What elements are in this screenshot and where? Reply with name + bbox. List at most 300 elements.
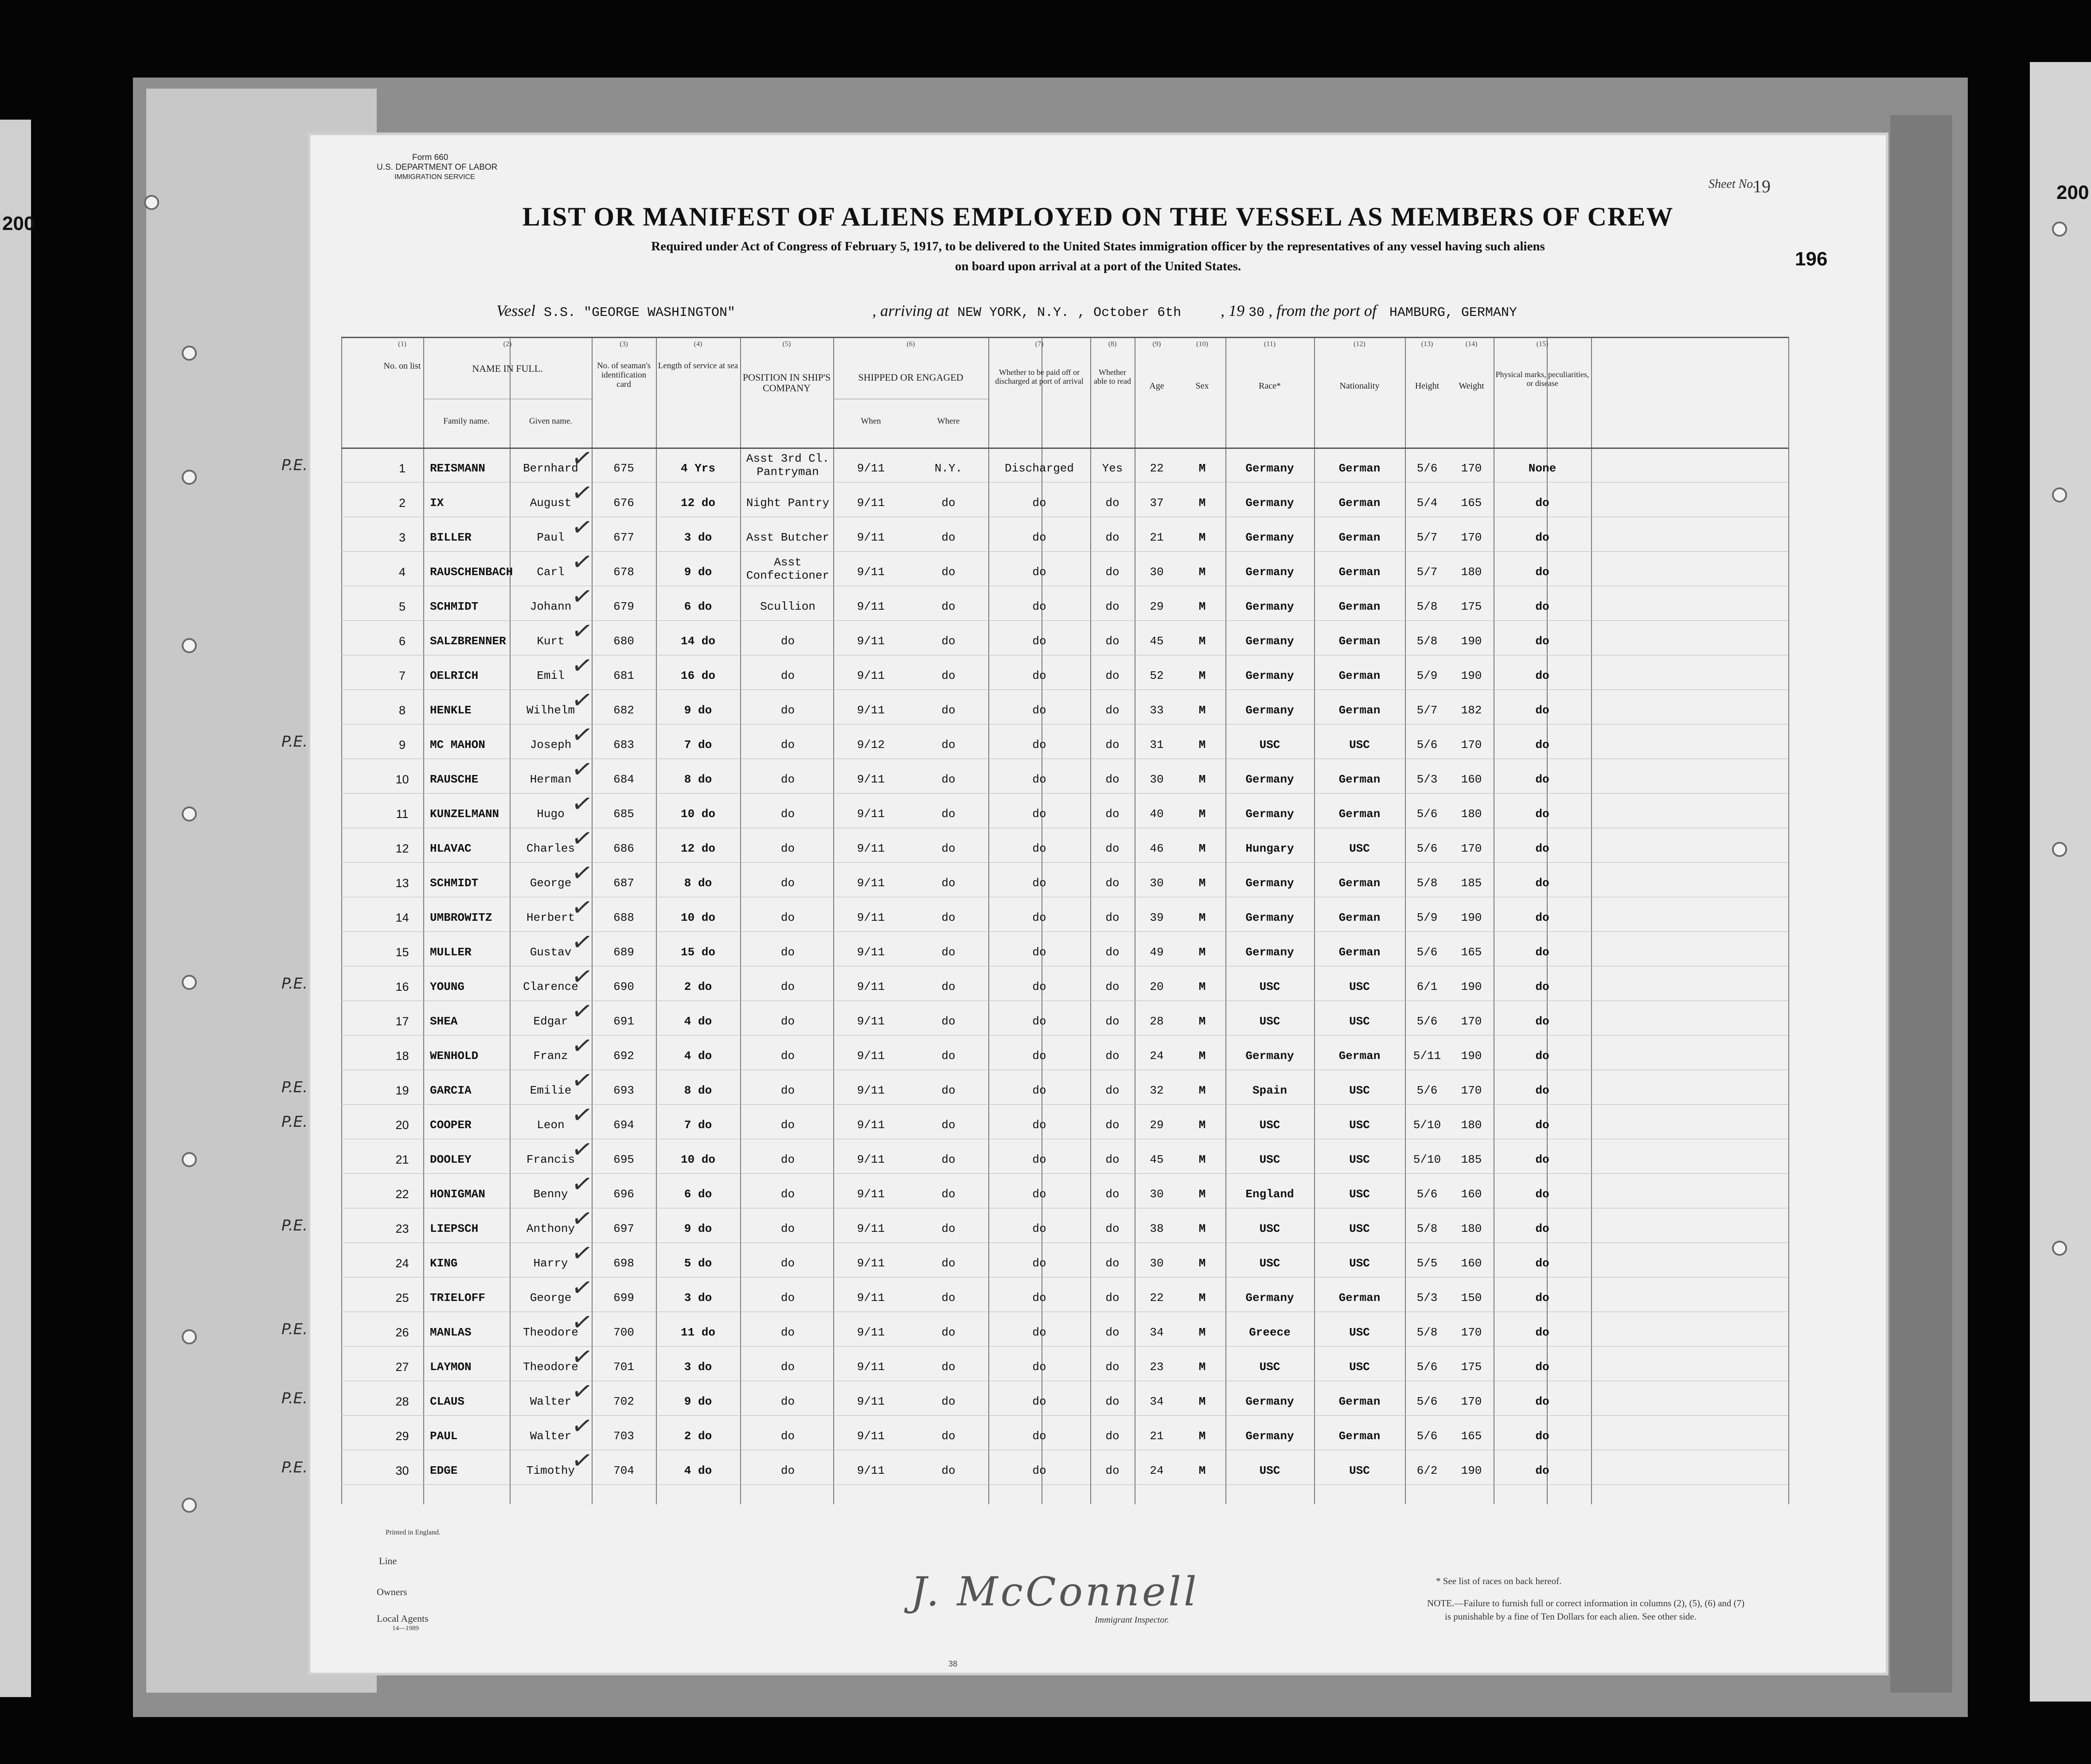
cell-age: 39 xyxy=(1150,911,1164,924)
manifest-subtitle-1: Required under Act of Congress of February 5, 1917, to be delivered to the United States immigration officer by the representatives of any vessel having such aliens xyxy=(651,239,1545,253)
cell-card: 702 xyxy=(613,1395,634,1408)
cell-age: 29 xyxy=(1150,1118,1164,1132)
cell-position: do xyxy=(780,980,795,993)
cell-given: August xyxy=(530,496,572,510)
column-number-c8: (8) xyxy=(1108,340,1117,348)
cell-service: 6 do xyxy=(684,1188,712,1201)
cell-age: 30 xyxy=(1150,773,1164,786)
cell-read: do xyxy=(1105,1326,1120,1339)
cell-service: 2 do xyxy=(684,1429,712,1443)
cell-nat: USC xyxy=(1349,842,1370,855)
cell-given: Herman xyxy=(530,773,572,786)
cell-age: 37 xyxy=(1150,496,1164,510)
cell-paid: do xyxy=(1032,704,1046,717)
cell-when: 9/11 xyxy=(857,704,885,717)
binder-hole xyxy=(144,195,159,210)
arrival-port: NEW YORK, N.Y. xyxy=(957,305,1069,320)
cell-given: Paul xyxy=(537,531,565,544)
column-header-c1: No. on list xyxy=(383,361,421,371)
cell-given: George xyxy=(530,876,572,890)
cell-when: 9/11 xyxy=(857,1360,885,1374)
cell-weight: 160 xyxy=(1461,1257,1482,1270)
cell-service: 3 do xyxy=(684,531,712,544)
cell-where: do xyxy=(941,600,956,613)
cell-service: 7 do xyxy=(684,1118,712,1132)
cell-height: 5/4 xyxy=(1416,496,1438,510)
cell-where: do xyxy=(941,1084,956,1097)
cell-position: do xyxy=(780,876,795,890)
cell-paid: do xyxy=(1032,842,1046,855)
cell-race: Germany xyxy=(1245,496,1294,510)
cell-position: Scullion xyxy=(760,600,815,613)
cell-card: 692 xyxy=(613,1049,634,1063)
cell-race: USC xyxy=(1259,1464,1280,1477)
cell-weight: 170 xyxy=(1461,1015,1482,1028)
cell-when: 9/11 xyxy=(857,876,885,890)
cell-read: do xyxy=(1105,531,1120,544)
check-mark-icon: ✓ xyxy=(569,580,595,613)
cell-height: 6/2 xyxy=(1416,1464,1438,1477)
table-row xyxy=(281,1445,1788,1484)
cell-card: 675 xyxy=(613,462,634,475)
cell-nat: USC xyxy=(1349,1360,1370,1374)
cell-when: 9/11 xyxy=(857,1153,885,1166)
cell-where: do xyxy=(941,980,956,993)
cell-no: 18 xyxy=(395,1049,409,1063)
cell-service: 5 do xyxy=(684,1257,712,1270)
cell-paid: do xyxy=(1032,946,1046,959)
cell-weight: 170 xyxy=(1461,738,1482,752)
binder-hole xyxy=(2052,487,2067,502)
cell-position: do xyxy=(780,1464,795,1477)
cell-marks: do xyxy=(1535,842,1549,855)
cell-when: 9/11 xyxy=(857,531,885,544)
check-mark-icon: ✓ xyxy=(569,1030,595,1062)
cell-read: do xyxy=(1105,738,1120,752)
cell-nat: German xyxy=(1338,773,1381,786)
table-row xyxy=(341,684,1788,724)
cell-marks: do xyxy=(1535,1118,1549,1132)
check-mark-icon: ✓ xyxy=(569,615,595,647)
binder-hole xyxy=(182,346,197,361)
cell-race: Germany xyxy=(1245,565,1294,579)
cell-age: 30 xyxy=(1150,565,1164,579)
cell-nat: USC xyxy=(1349,1153,1370,1166)
cell-where: do xyxy=(941,738,956,752)
cell-sex: M xyxy=(1198,1395,1206,1408)
cell-no: 1 xyxy=(398,462,406,475)
cell-family: MC MAHON xyxy=(430,738,485,752)
column-header-c9: Age xyxy=(1149,381,1164,391)
cell-family: GARCIA xyxy=(430,1084,472,1097)
year-value: 30 xyxy=(1248,305,1265,320)
cell-height: 5/3 xyxy=(1416,773,1438,786)
cell-race: Germany xyxy=(1245,1429,1294,1443)
cell-read: do xyxy=(1105,1222,1120,1235)
pe-annotation: P.E. xyxy=(281,1320,308,1338)
cell-family: BILLER xyxy=(430,531,472,544)
table-row xyxy=(281,1203,1788,1242)
cell-weight: 182 xyxy=(1461,704,1482,717)
crew-table xyxy=(281,337,1788,1504)
table-row xyxy=(341,1030,1788,1070)
check-mark-icon: ✓ xyxy=(569,892,595,924)
cell-marks: do xyxy=(1535,911,1549,924)
cell-service: 8 do xyxy=(684,773,712,786)
cell-weight: 170 xyxy=(1461,1326,1482,1339)
cell-height: 5/6 xyxy=(1416,462,1438,475)
cell-service: 10 do xyxy=(680,807,715,821)
pe-annotation: P.E. xyxy=(281,1079,308,1096)
cell-marks: do xyxy=(1535,1153,1549,1166)
cell-family: DOOLEY xyxy=(430,1153,472,1166)
pe-annotation: P.E. xyxy=(281,975,308,993)
cell-marks: do xyxy=(1535,876,1549,890)
table-row xyxy=(341,1272,1788,1312)
cell-position: do xyxy=(780,704,795,717)
cell-nat: German xyxy=(1338,669,1381,682)
cell-service: 14 do xyxy=(680,635,715,648)
manifest-title: LIST OR MANIFEST OF ALIENS EMPLOYED ON THE VESSEL AS MEMBERS OF CREW xyxy=(522,202,1674,231)
cell-card: 703 xyxy=(613,1429,634,1443)
cell-when: 9/11 xyxy=(857,496,885,510)
right-frame xyxy=(1890,115,1952,1693)
cell-sex: M xyxy=(1198,1360,1206,1374)
cell-weight: 165 xyxy=(1461,496,1482,510)
cell-service: 9 do xyxy=(684,704,712,717)
check-mark-icon: ✓ xyxy=(569,1203,595,1235)
column-number-c3: (3) xyxy=(620,340,628,348)
check-mark-icon: ✓ xyxy=(569,926,595,958)
cell-age: 34 xyxy=(1150,1326,1164,1339)
cell-no: 4 xyxy=(398,565,406,579)
cell-position: do xyxy=(780,1015,795,1028)
cell-given: Timothy xyxy=(526,1464,575,1477)
cell-service: 12 do xyxy=(680,842,715,855)
check-mark-icon: ✓ xyxy=(569,650,595,682)
column-number-c11: (11) xyxy=(1264,340,1276,348)
cell-nat: USC xyxy=(1349,1222,1370,1235)
table-row xyxy=(341,926,1788,966)
table-row xyxy=(281,442,1788,482)
page-number: 196 xyxy=(1795,248,1828,270)
column-number-c14: (14) xyxy=(1465,340,1478,348)
binder-hole xyxy=(2052,1241,2067,1256)
departure-port: HAMBURG, GERMANY xyxy=(1389,305,1517,320)
cell-height: 5/6 xyxy=(1416,1084,1438,1097)
row-rule xyxy=(341,1484,1788,1485)
cell-age: 40 xyxy=(1150,807,1164,821)
cell-nat: German xyxy=(1338,462,1381,475)
cell-no: 16 xyxy=(395,980,409,993)
table-row xyxy=(281,1064,1788,1104)
cell-service: 6 do xyxy=(684,600,712,613)
cell-no: 11 xyxy=(396,807,409,821)
sheet-no-value: 19 xyxy=(1753,176,1771,196)
binder-hole xyxy=(2052,842,2067,857)
cell-family: SCHMIDT xyxy=(430,600,479,613)
cell-family: TRIELOFF xyxy=(430,1291,485,1305)
cell-read: do xyxy=(1105,669,1120,682)
cell-marks: do xyxy=(1535,635,1549,648)
cell-read: do xyxy=(1105,1291,1120,1305)
footnote-fine-1: NOTE.—Failure to furnish full or correct information in columns (2), (5), (6) and (7) xyxy=(1427,1598,1745,1608)
cell-given: Herbert xyxy=(526,911,575,924)
cell-given: Clarence xyxy=(523,980,578,993)
cell-position: do xyxy=(780,1429,795,1443)
cell-service: 8 do xyxy=(684,876,712,890)
cell-family: SHEA xyxy=(430,1015,458,1028)
cell-marks: do xyxy=(1535,669,1549,682)
cell-where: do xyxy=(941,1360,956,1374)
column-header-c11: Race* xyxy=(1259,381,1281,391)
check-mark-icon: ✓ xyxy=(569,1133,595,1166)
cell-family: KUNZELMANN xyxy=(430,807,499,821)
cell-nat: German xyxy=(1338,565,1381,579)
cell-sex: M xyxy=(1198,1084,1206,1097)
cell-read: do xyxy=(1105,1395,1120,1408)
check-mark-icon: ✓ xyxy=(569,546,595,578)
cell-position: do xyxy=(780,773,795,786)
cell-height: 5/5 xyxy=(1416,1257,1438,1270)
cell-when: 9/11 xyxy=(857,1326,885,1339)
cell-position: do xyxy=(780,1257,795,1270)
cell-position: do xyxy=(780,738,795,752)
cell-nat: German xyxy=(1338,911,1381,924)
cell-read: do xyxy=(1105,1153,1120,1166)
cell-read: do xyxy=(1105,876,1120,890)
cell-race: Germany xyxy=(1245,600,1294,613)
cell-age: 45 xyxy=(1150,1153,1164,1166)
check-mark-icon: ✓ xyxy=(569,1445,595,1477)
cell-when: 9/11 xyxy=(857,1118,885,1132)
column-number-c2: (2) xyxy=(503,340,512,348)
cell-height: 5/9 xyxy=(1416,911,1438,924)
cell-when: 9/11 xyxy=(857,1395,885,1408)
cell-service: 9 do xyxy=(684,1395,712,1408)
cell-card: 687 xyxy=(613,876,634,890)
pe-annotation: P.E. xyxy=(281,1217,308,1234)
check-mark-icon: ✓ xyxy=(569,1306,595,1339)
cell-age: 46 xyxy=(1150,842,1164,855)
cell-when: 9/11 xyxy=(857,1084,885,1097)
column-header-c2a: Family name. xyxy=(443,417,490,426)
cell-no: 29 xyxy=(395,1429,409,1443)
cell-position: do xyxy=(780,635,795,648)
cell-card: 697 xyxy=(613,1222,634,1235)
cell-card: 682 xyxy=(613,704,634,717)
cell-marks: do xyxy=(1535,1291,1549,1305)
cell-position: do xyxy=(780,1395,795,1408)
cell-height: 5/8 xyxy=(1416,1326,1438,1339)
pe-annotation: P.E. xyxy=(281,733,308,751)
cell-nat: USC xyxy=(1349,1015,1370,1028)
cell-no: 2 xyxy=(398,496,406,510)
cell-where: do xyxy=(941,911,956,924)
cell-paid: do xyxy=(1032,807,1046,821)
bottom-number: 38 xyxy=(948,1659,958,1668)
cell-weight: 160 xyxy=(1461,773,1482,786)
cell-position: do xyxy=(780,1360,795,1374)
cell-given: Emil xyxy=(537,669,565,682)
cell-race: Greece xyxy=(1249,1326,1291,1339)
cell-height: 5/8 xyxy=(1416,635,1438,648)
cell-marks: do xyxy=(1535,1395,1549,1408)
column-number-c5: (5) xyxy=(782,340,791,348)
cell-read: do xyxy=(1105,1360,1120,1374)
cell-nat: USC xyxy=(1349,1464,1370,1477)
check-mark-icon: ✓ xyxy=(569,719,595,751)
column-number-c6: (6) xyxy=(906,340,915,348)
cell-sex: M xyxy=(1198,1153,1206,1166)
cell-marks: do xyxy=(1535,1188,1549,1201)
table-row xyxy=(341,546,1788,586)
cell-no: 25 xyxy=(395,1291,409,1305)
cell-service: 4 do xyxy=(684,1464,712,1477)
cell-age: 31 xyxy=(1150,738,1164,752)
binder-hole xyxy=(182,1498,197,1513)
owners-label: Owners xyxy=(377,1586,407,1597)
cell-height: 5/10 xyxy=(1413,1153,1441,1166)
cell-given: Leon xyxy=(537,1118,565,1132)
cell-paid: do xyxy=(1032,876,1046,890)
cell-sex: M xyxy=(1198,1049,1206,1063)
cell-marks: do xyxy=(1535,1360,1549,1374)
check-mark-icon: ✓ xyxy=(569,1272,595,1304)
cell-family: RAUSCHE xyxy=(430,773,479,786)
cell-where: do xyxy=(941,669,956,682)
table-row xyxy=(341,650,1788,689)
cell-weight: 165 xyxy=(1461,946,1482,959)
cell-paid: Discharged xyxy=(1004,462,1074,475)
cell-height: 5/3 xyxy=(1416,1291,1438,1305)
cell-age: 52 xyxy=(1150,669,1164,682)
cell-read: do xyxy=(1105,1257,1120,1270)
cell-card: 690 xyxy=(613,980,634,993)
cell-height: 5/9 xyxy=(1416,669,1438,682)
cell-race: Germany xyxy=(1245,1049,1294,1063)
cell-service: 4 do xyxy=(684,1049,712,1063)
cell-read: do xyxy=(1105,1015,1120,1028)
printed-in: Printed in England. xyxy=(386,1529,441,1536)
cell-where: do xyxy=(941,946,956,959)
cell-service: 11 do xyxy=(680,1326,715,1339)
cell-position: Night Pantry xyxy=(746,496,830,510)
cell-read: do xyxy=(1105,773,1120,786)
column-header-c13: Height xyxy=(1415,381,1440,391)
cell-marks: do xyxy=(1535,773,1549,786)
column-header-c14: Weight xyxy=(1459,381,1484,391)
cell-marks: do xyxy=(1535,738,1549,752)
from-port-label: , from the port of xyxy=(1268,302,1377,319)
cell-height: 5/7 xyxy=(1416,531,1438,544)
cell-height: 6/1 xyxy=(1416,980,1438,993)
column-rule xyxy=(1788,337,1789,1504)
cell-card: 678 xyxy=(613,565,634,579)
cell-age: 28 xyxy=(1150,1015,1164,1028)
cell-card: 683 xyxy=(613,738,634,752)
cell-marks: do xyxy=(1535,600,1549,613)
cell-family: PAUL xyxy=(430,1429,458,1443)
cell-sex: M xyxy=(1198,1118,1206,1132)
cell-nat: German xyxy=(1338,496,1381,510)
cell-card: 679 xyxy=(613,600,634,613)
cell-service: 4 Yrs xyxy=(680,462,715,475)
cell-given: Bernhard xyxy=(523,462,578,475)
cell-where: do xyxy=(941,876,956,890)
cell-card: 677 xyxy=(613,531,634,544)
cell-position: do xyxy=(780,842,795,855)
left-edge-number: 200 xyxy=(2,213,35,234)
cell-service: 15 do xyxy=(680,946,715,959)
column-header-c10: Sex xyxy=(1195,381,1209,391)
cell-no: 17 xyxy=(395,1015,409,1028)
cell-family: SALZBRENNER xyxy=(430,635,506,648)
table-row xyxy=(341,477,1788,517)
cell-when: 9/11 xyxy=(857,980,885,993)
check-mark-icon: ✓ xyxy=(569,1410,595,1442)
table-row xyxy=(341,788,1788,828)
cell-age: 49 xyxy=(1150,946,1164,959)
cell-weight: 170 xyxy=(1461,842,1482,855)
cell-race: USC xyxy=(1259,738,1280,752)
cell-no: 23 xyxy=(395,1222,409,1235)
cell-marks: do xyxy=(1535,1257,1549,1270)
cell-read: Yes xyxy=(1102,462,1123,475)
column-header-c5: POSITION IN SHIP'S COMPANY xyxy=(742,372,831,393)
cell-position: do xyxy=(780,1188,795,1201)
cell-age: 24 xyxy=(1150,1049,1164,1063)
cell-given: Wilhelm xyxy=(526,704,575,717)
cell-race: USC xyxy=(1259,1153,1280,1166)
cell-given: Franz xyxy=(533,1049,568,1063)
cell-when: 9/11 xyxy=(857,1049,885,1063)
cell-sex: M xyxy=(1198,1291,1206,1305)
cell-family: MULLER xyxy=(430,946,472,959)
cell-service: 7 do xyxy=(684,738,712,752)
cell-sex: M xyxy=(1198,946,1206,959)
cell-where: do xyxy=(941,565,956,579)
check-mark-icon: ✓ xyxy=(569,442,595,475)
cell-paid: do xyxy=(1032,635,1046,648)
cell-service: 3 do xyxy=(684,1360,712,1374)
right-edge-number: 200 xyxy=(2056,182,2089,203)
cell-when: 9/11 xyxy=(857,946,885,959)
cell-card: 700 xyxy=(613,1326,634,1339)
cell-race: USC xyxy=(1259,1015,1280,1028)
table-row xyxy=(281,1306,1788,1346)
cell-age: 45 xyxy=(1150,635,1164,648)
cell-read: do xyxy=(1105,1118,1120,1132)
cell-no: 21 xyxy=(395,1153,409,1166)
cell-weight: 175 xyxy=(1461,600,1482,613)
cell-no: 20 xyxy=(395,1118,409,1132)
cell-family: UMBROWITZ xyxy=(430,911,492,924)
cell-marks: do xyxy=(1535,704,1549,717)
cell-weight: 170 xyxy=(1461,462,1482,475)
cell-service: 16 do xyxy=(680,669,715,682)
column-header-c4: Length of service at sea xyxy=(658,361,738,370)
cell-race: USC xyxy=(1259,1118,1280,1132)
footnote-fine-2: is punishable by a fine of Ten Dollars for each alien. See other side. xyxy=(1445,1611,1697,1622)
cell-family: LIEPSCH xyxy=(430,1222,479,1235)
cell-where: do xyxy=(941,1153,956,1166)
cell-card: 689 xyxy=(613,946,634,959)
cell-sex: M xyxy=(1198,773,1206,786)
cell-when: 9/11 xyxy=(857,669,885,682)
cell-weight: 190 xyxy=(1461,635,1482,648)
cell-weight: 190 xyxy=(1461,669,1482,682)
